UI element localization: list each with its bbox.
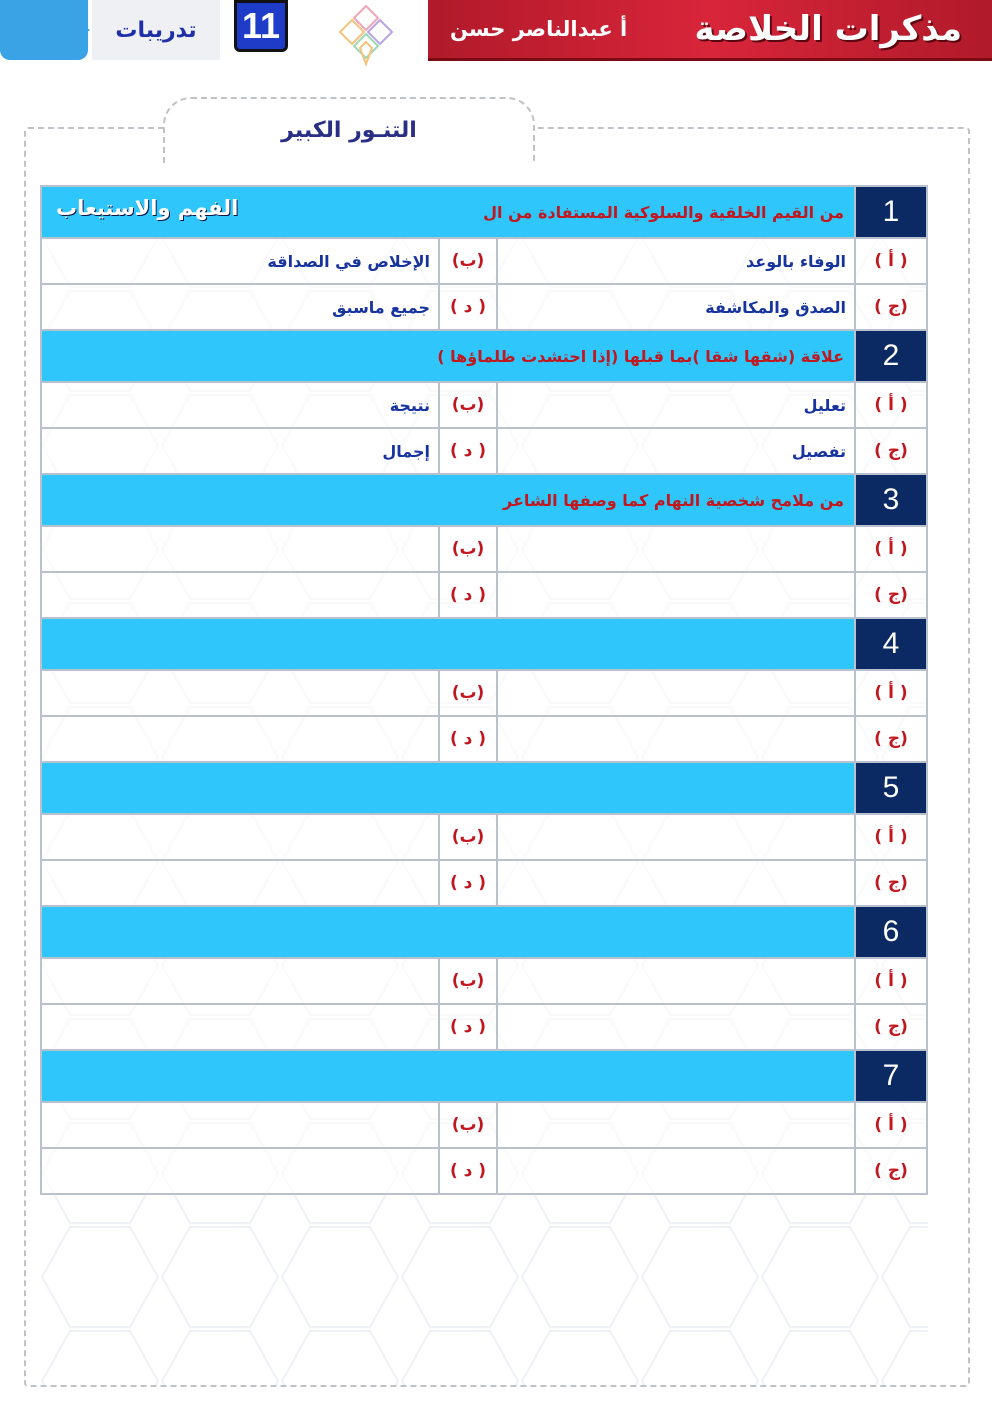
question-text-cell <box>41 186 855 238</box>
notebook-title: مذكرات الخلاصة <box>694 9 962 49</box>
question-row <box>41 330 927 382</box>
header-arrow-tab <box>0 0 88 60</box>
option-c[interactable] <box>497 716 855 762</box>
options-row <box>41 428 927 474</box>
option-label-a: ( أ ) <box>855 670 927 716</box>
option-label-b: (ب) <box>439 670 497 716</box>
options-row <box>41 716 927 762</box>
option-label-c: (ج ) <box>855 572 927 618</box>
option-label-d: ( د ) <box>439 428 497 474</box>
option-d[interactable] <box>41 1148 439 1194</box>
option-b[interactable]: الإخلاص في الصداقة <box>41 238 439 284</box>
option-label-b: (ب) <box>439 958 497 1004</box>
option-d[interactable]: جميع ماسبق <box>41 284 439 330</box>
skill-label: الفهم والاستيعاب <box>56 196 239 220</box>
question-text-cell <box>41 906 855 958</box>
option-label-a: ( أ ) <box>855 1102 927 1148</box>
question-row <box>41 906 927 958</box>
options-row <box>41 382 927 428</box>
option-a[interactable] <box>497 670 855 716</box>
option-b[interactable] <box>41 814 439 860</box>
options-row <box>41 238 927 284</box>
option-label-c: (ج ) <box>855 1004 927 1050</box>
option-b[interactable] <box>41 670 439 716</box>
question-row <box>41 1050 927 1102</box>
questions-table <box>40 185 928 1195</box>
option-label-d: ( د ) <box>439 1148 497 1194</box>
option-c[interactable] <box>497 1148 855 1194</box>
option-a[interactable] <box>497 1102 855 1148</box>
question-row <box>41 474 927 526</box>
option-label-b: (ب) <box>439 814 497 860</box>
options-row <box>41 572 927 618</box>
option-b[interactable] <box>41 1102 439 1148</box>
option-label-b: (ب) <box>439 238 497 284</box>
option-label-a: ( أ ) <box>855 958 927 1004</box>
question-number: 3 <box>855 474 927 526</box>
question-text: من القيم الخلقية والسلوكية المستفادة من ال <box>483 202 844 222</box>
options-row <box>41 814 927 860</box>
question-number: 2 <box>855 330 927 382</box>
option-label-d: ( د ) <box>439 1004 497 1050</box>
option-d[interactable] <box>41 860 439 906</box>
option-c[interactable] <box>497 572 855 618</box>
option-a[interactable]: الوفاء بالوعد <box>497 238 855 284</box>
question-text-cell <box>41 330 855 382</box>
options-row <box>41 1102 927 1148</box>
question-number: 7 <box>855 1050 927 1102</box>
option-d[interactable] <box>41 1004 439 1050</box>
option-a[interactable]: تعليل <box>497 382 855 428</box>
option-c[interactable]: تفصيل <box>497 428 855 474</box>
option-label-a: ( أ ) <box>855 238 927 284</box>
option-a[interactable] <box>497 958 855 1004</box>
option-label-b: (ب) <box>439 526 497 572</box>
question-row <box>41 762 927 814</box>
question-number: 1 <box>855 186 927 238</box>
option-c[interactable] <box>497 860 855 906</box>
section-label: تدريبات <box>92 0 220 60</box>
logo-icon <box>330 2 402 68</box>
question-text: من ملامح شخصية النهام كما وصفها الشاعر <box>503 490 844 510</box>
question-row <box>41 186 927 238</box>
option-label-d: ( د ) <box>439 860 497 906</box>
option-label-c: (ج ) <box>855 716 927 762</box>
option-d[interactable]: إجمال <box>41 428 439 474</box>
question-number: 6 <box>855 906 927 958</box>
question-text-cell <box>41 618 855 670</box>
question-text-cell <box>41 762 855 814</box>
grade-badge: 11 <box>234 0 288 52</box>
option-label-a: ( أ ) <box>855 526 927 572</box>
option-d[interactable] <box>41 572 439 618</box>
option-label-a: ( أ ) <box>855 382 927 428</box>
question-number: 5 <box>855 762 927 814</box>
option-c[interactable] <box>497 1004 855 1050</box>
option-c[interactable]: الصدق والمكاشفة <box>497 284 855 330</box>
option-label-d: ( د ) <box>439 716 497 762</box>
option-a[interactable] <box>497 814 855 860</box>
question-text: علاقة (شقها شقا )بما قبلها (إذا احتشدت ظلماؤها ) <box>437 346 844 366</box>
options-row <box>41 1004 927 1050</box>
option-b[interactable] <box>41 526 439 572</box>
option-label-d: ( د ) <box>439 284 497 330</box>
option-label-c: (ج ) <box>855 428 927 474</box>
author-name: أ عبدالناصر حسن <box>450 17 628 41</box>
option-b[interactable] <box>41 958 439 1004</box>
option-b[interactable]: نتيجة <box>41 382 439 428</box>
options-row <box>41 860 927 906</box>
options-row <box>41 284 927 330</box>
option-label-b: (ب) <box>439 1102 497 1148</box>
option-label-c: (ج ) <box>855 860 927 906</box>
question-number: 4 <box>855 618 927 670</box>
question-text-cell <box>41 1050 855 1102</box>
question-text-cell <box>41 474 855 526</box>
option-label-b: (ب) <box>439 382 497 428</box>
options-row <box>41 670 927 716</box>
option-label-d: ( د ) <box>439 572 497 618</box>
option-label-c: (ج ) <box>855 284 927 330</box>
option-d[interactable] <box>41 716 439 762</box>
lesson-title: التنـور الكبير <box>281 118 417 143</box>
question-row <box>41 618 927 670</box>
options-row <box>41 1148 927 1194</box>
option-a[interactable] <box>497 526 855 572</box>
options-row <box>41 958 927 1004</box>
option-label-c: (ج ) <box>855 1148 927 1194</box>
options-row <box>41 526 927 572</box>
option-label-a: ( أ ) <box>855 814 927 860</box>
